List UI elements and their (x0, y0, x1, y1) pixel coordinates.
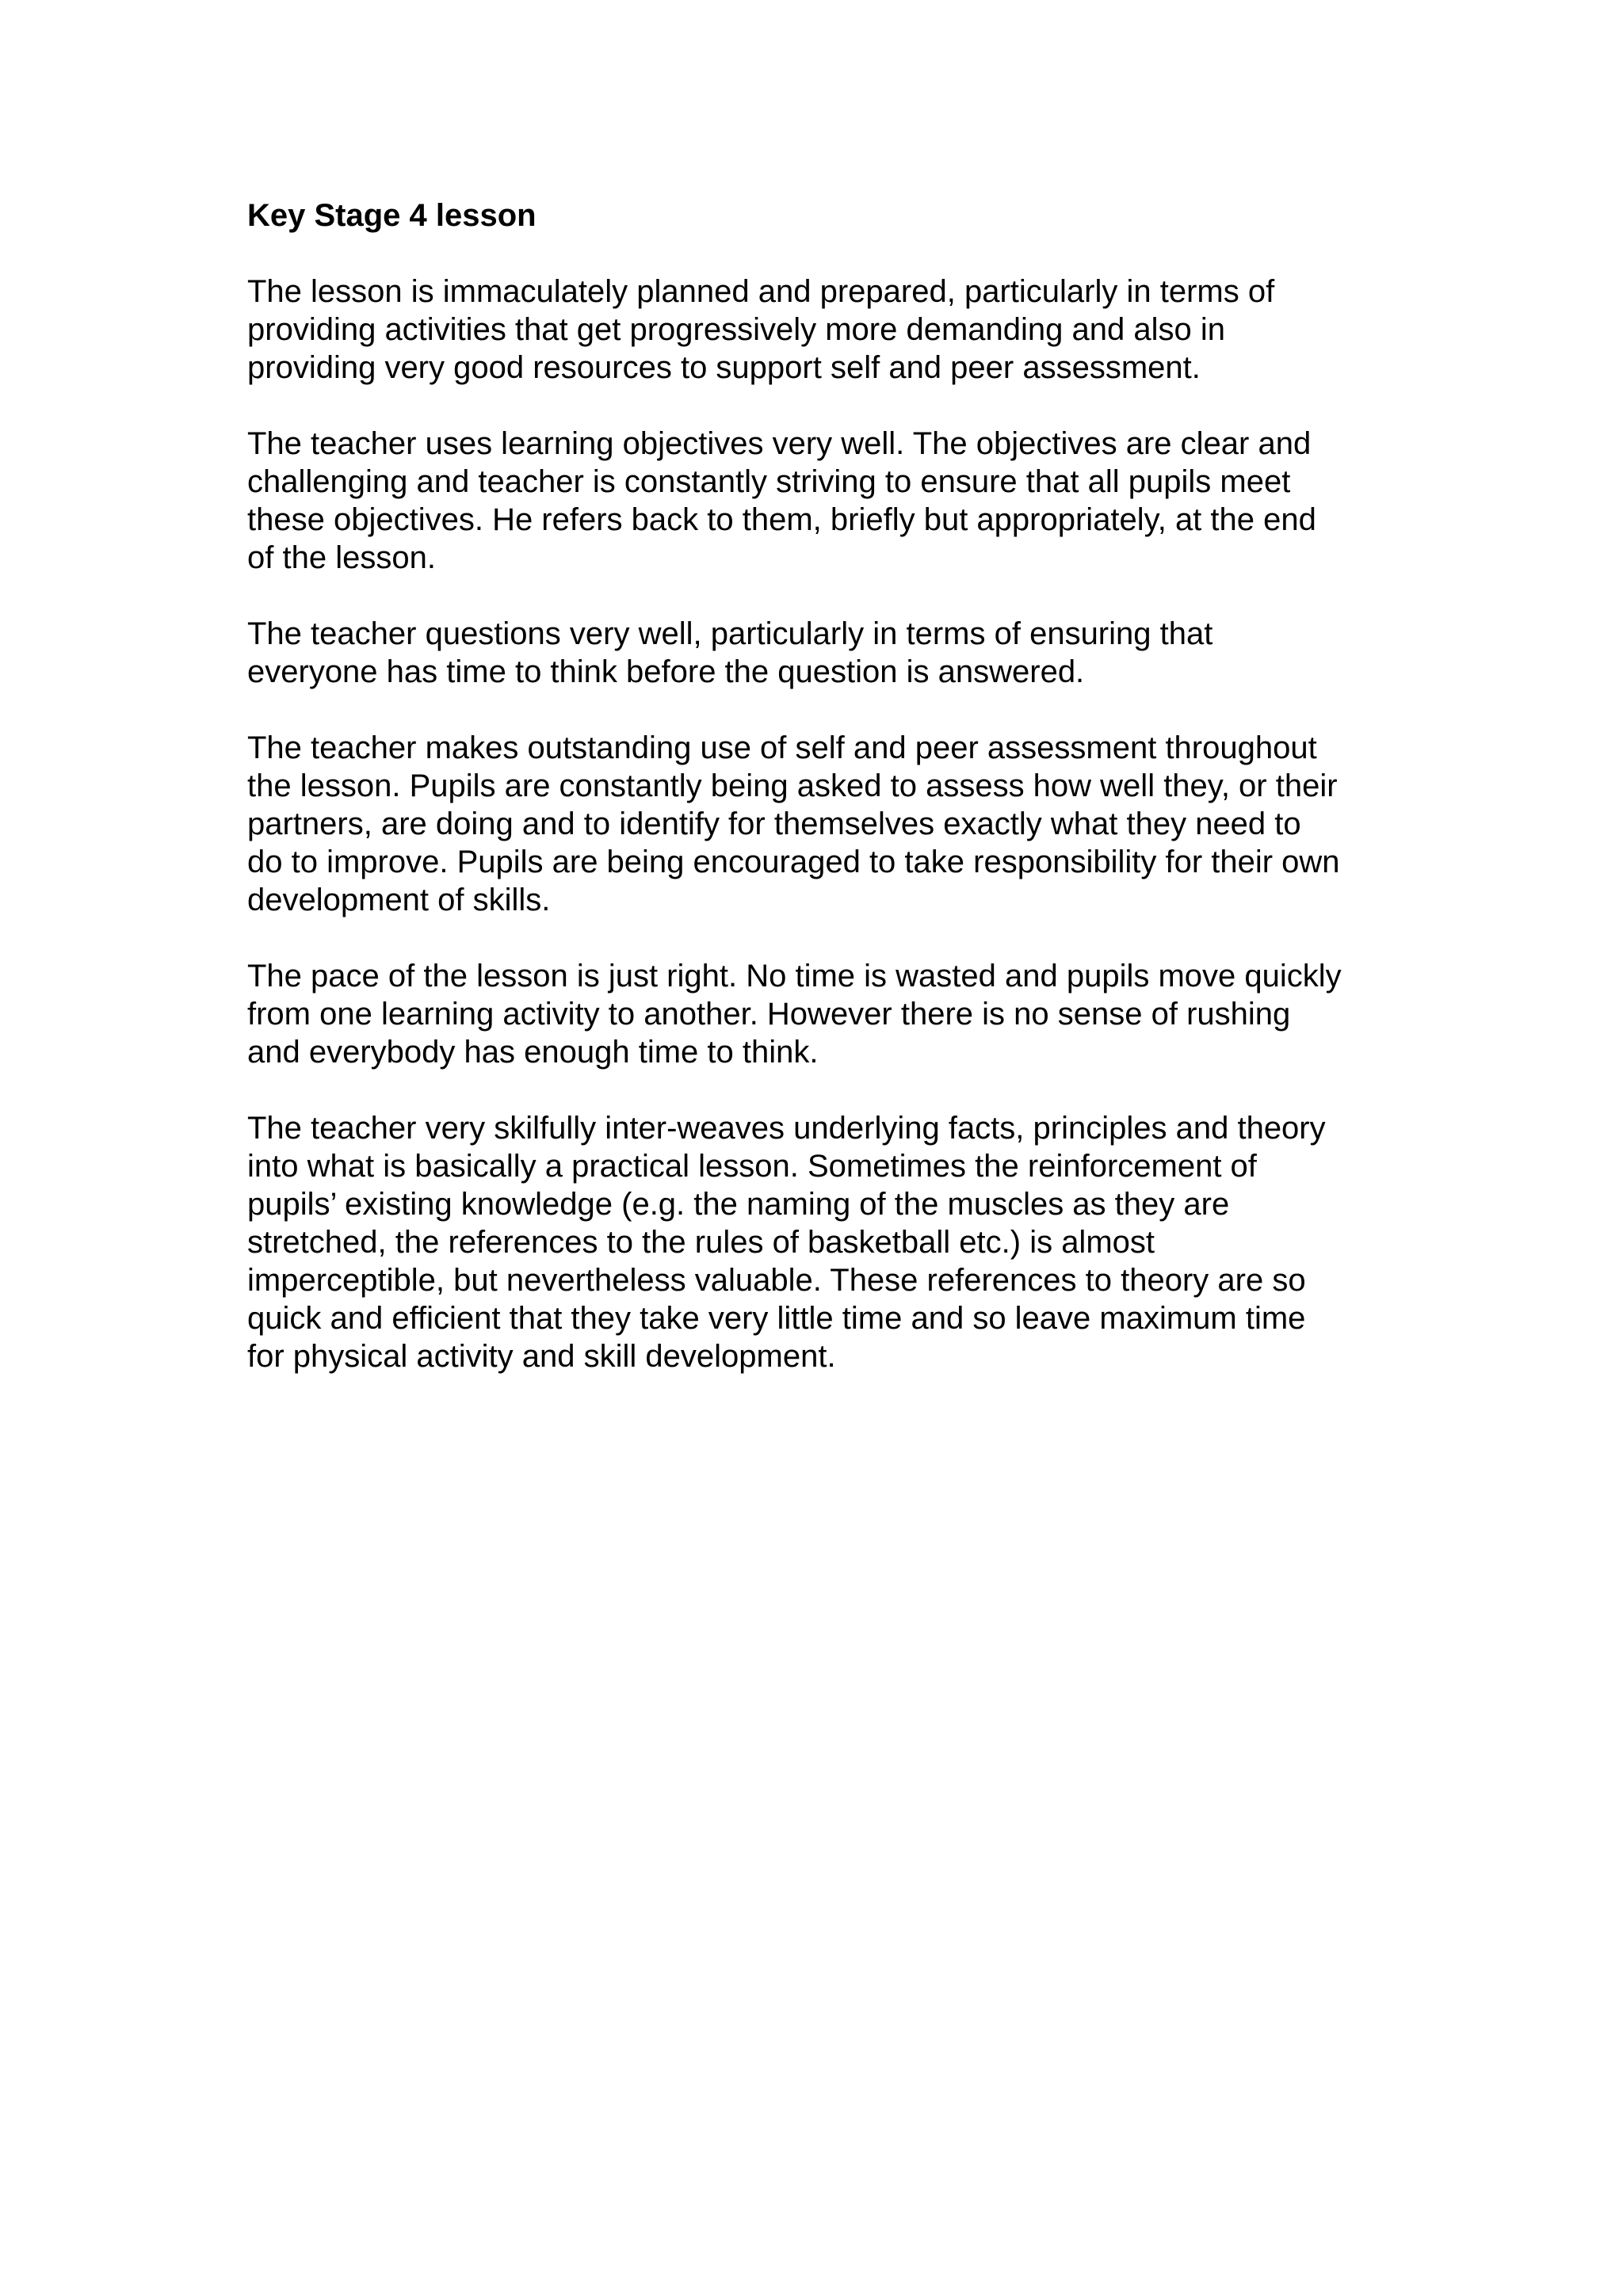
paragraph-pace (247, 957, 1404, 1071)
paragraph-line: The lesson is immaculately planned and prepared, particularly in terms of (247, 274, 1275, 309)
paragraph-line: of the lesson. (247, 540, 436, 575)
paragraph-line: for physical activity and skill development. (247, 1339, 836, 1374)
document-body (247, 196, 1404, 1413)
paragraph-line: The teacher questions very well, particularly in terms of ensuring that (247, 616, 1213, 651)
paragraph-theory (247, 1109, 1404, 1375)
paragraph-line: these objectives. He refers back to them, briefly but appropriately, at the end (247, 502, 1316, 537)
paragraph-line: everyone has time to think before the question is answered. (247, 654, 1085, 689)
paragraph-line: do to improve. Pupils are being encouraged to take responsibility for their own (247, 845, 1340, 879)
paragraph-line: challenging and teacher is constantly striving to ensure that all pupils meet (247, 464, 1291, 499)
paragraph-assessment (247, 729, 1404, 919)
paragraph-line: providing activities that get progressively more demanding and also in (247, 312, 1226, 347)
paragraph-line: The teacher very skilfully inter-weaves underlying facts, principles and theory (247, 1111, 1326, 1146)
paragraph-line: the lesson. Pupils are constantly being asked to assess how well they, or their (247, 769, 1338, 803)
paragraph-line: into what is basically a practical lesson. Sometimes the reinforcement of (247, 1149, 1257, 1184)
paragraph-planning (247, 273, 1404, 387)
paragraph-line: partners, are doing and to identify for themselves exactly what they need to (247, 807, 1301, 841)
paragraph-objectives (247, 425, 1404, 577)
paragraph-line: and everybody has enough time to think. (247, 1035, 819, 1070)
paragraph-line: The pace of the lesson is just right. No time is wasted and pupils move quickly (247, 959, 1342, 994)
paragraph-questioning (247, 615, 1404, 691)
paragraph-line: imperceptible, but nevertheless valuable. These references to theory are so (247, 1263, 1306, 1298)
paragraph-line: The teacher makes outstanding use of self and peer assessment throughout (247, 730, 1317, 765)
paragraph-line: providing very good resources to support self and peer assessment. (247, 350, 1201, 385)
paragraph-line: The teacher uses learning objectives very well. The objectives are clear and (247, 426, 1312, 461)
paragraph-line: development of skills. (247, 883, 551, 917)
paragraph-line: pupils’ existing knowledge (e.g. the naming of the muscles as they are (247, 1187, 1230, 1222)
paragraph-line: from one learning activity to another. However there is no sense of rushing (247, 997, 1291, 1032)
paragraph-line: stretched, the references to the rules of basketball etc.) is almost (247, 1225, 1155, 1260)
paragraph-line: quick and efficient that they take very little time and so leave maximum time (247, 1301, 1306, 1336)
document-title: Key Stage 4 lesson (247, 198, 537, 233)
